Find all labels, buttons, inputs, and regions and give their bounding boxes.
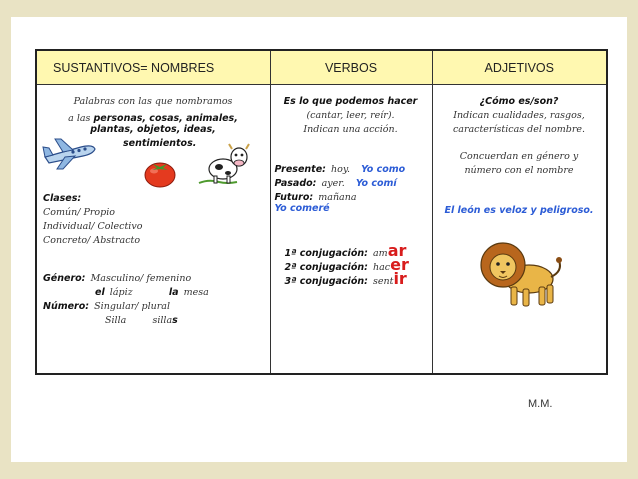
lion-icon xyxy=(473,235,565,311)
sust-intro-3: plantas, objetos, ideas, xyxy=(90,124,216,135)
adjetivos-line-2: características del nombre. xyxy=(452,124,585,135)
adjetivos-line-3: Concuerdan en género y xyxy=(459,151,579,162)
conjugacion-2: 2ª conjugación: hacer xyxy=(284,255,409,274)
adjetivos-line-4: número con el nombre xyxy=(464,165,574,176)
futuro-line: Futuro: mañana xyxy=(274,192,357,203)
pasado-line: Pasado: ayer. Yo comí xyxy=(274,178,397,189)
airplane-icon xyxy=(41,135,97,173)
author-signature: M.M. xyxy=(528,398,553,410)
cow-icon xyxy=(197,143,253,187)
verbos-title: Es lo que podemos hacer xyxy=(283,96,418,107)
genero-examples: el lápiz la mesa xyxy=(95,287,209,298)
adjetivos-cell xyxy=(432,85,607,375)
tomato-icon xyxy=(143,158,177,188)
sust-intro-2: a las personas, cosas, animales, xyxy=(68,113,238,124)
futuro-example: Yo comeré xyxy=(274,203,330,214)
adjetivos-question: ¿Cómo es/son? xyxy=(479,96,559,107)
conjugacion-1: 1ª conjugación: amar xyxy=(284,241,407,260)
header-adjetivos: ADJETIVOS xyxy=(432,50,607,85)
conjugacion-3: 3ª conjugación: sentir xyxy=(284,269,407,288)
sust-intro-4: sentimientos. xyxy=(123,138,197,149)
adjetivos-example: El león es veloz y peligroso. xyxy=(444,205,594,216)
genero-line: Género: Masculino/ femenino xyxy=(43,273,192,284)
verbos-definition: Indican una acción. xyxy=(303,124,398,135)
clase-2: Individual/ Colectivo xyxy=(43,221,143,232)
clase-3: Concreto/ Abstracto xyxy=(43,235,141,246)
sust-intro-1: Palabras con las que nombramos xyxy=(73,96,233,107)
numero-examples: Silla sillas xyxy=(105,315,178,326)
numero-line: Número: Singular/ plural xyxy=(43,301,170,312)
clase-1: Común/ Propio xyxy=(43,207,115,218)
header-verbos: VERBOS xyxy=(270,50,432,85)
verbos-cell xyxy=(270,85,432,375)
presente-line: Presente: hoy. Yo como xyxy=(274,164,406,175)
grammar-table xyxy=(35,49,608,375)
header-sustantivos: SUSTANTIVOS= NOMBRES xyxy=(36,50,270,85)
adjetivos-line-1: Indican cualidades, rasgos, xyxy=(453,110,585,121)
verbos-examples: (cantar, leer, reír). xyxy=(306,110,395,121)
clases-label: Clases: xyxy=(43,193,82,204)
sustantivos-cell xyxy=(36,85,270,375)
